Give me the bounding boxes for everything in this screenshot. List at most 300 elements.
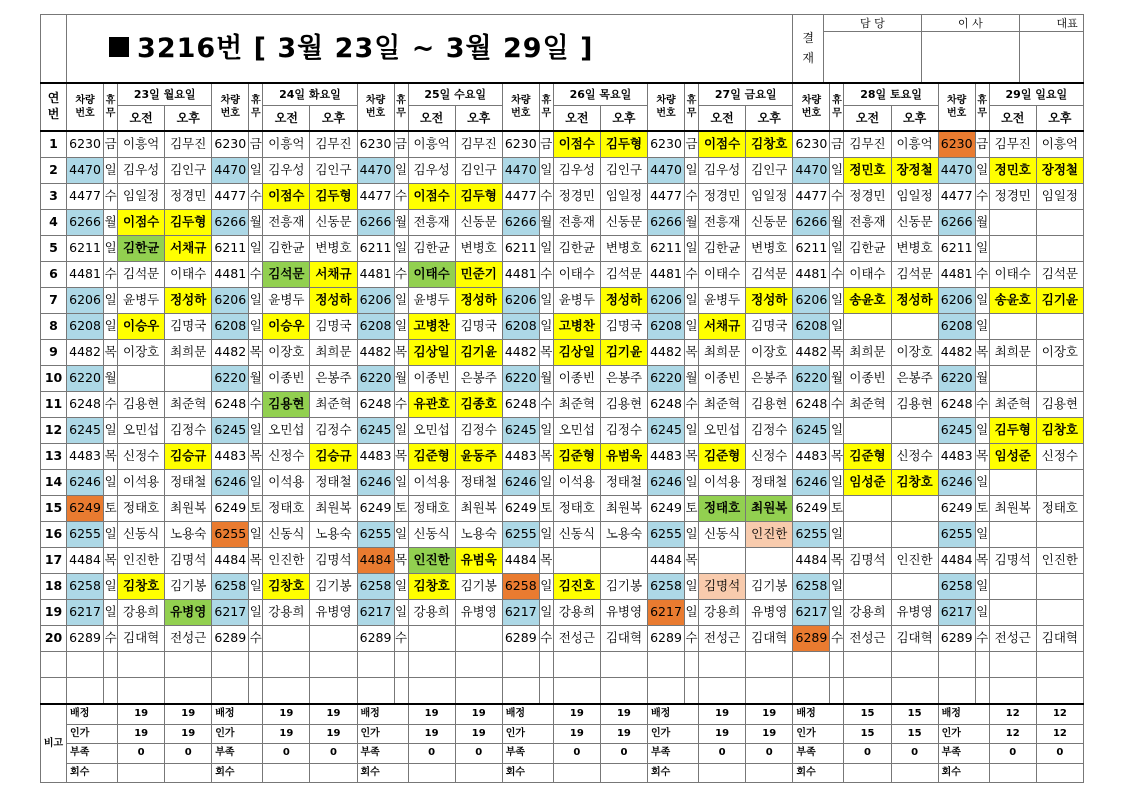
- driver-pm[interactable]: 김두형: [455, 184, 502, 210]
- empty-cell: [600, 652, 647, 678]
- driver-pm[interactable]: 은봉주: [600, 366, 647, 392]
- driver-am[interactable]: [989, 600, 1036, 626]
- driver-am[interactable]: 이석용: [699, 470, 746, 496]
- driver-am[interactable]: 이종빈: [699, 366, 746, 392]
- driver-pm[interactable]: 김석문: [1036, 262, 1083, 288]
- driver-am[interactable]: 송윤호: [844, 288, 891, 314]
- driver-am[interactable]: 김무진: [844, 131, 891, 158]
- driver-pm[interactable]: 은봉주: [891, 366, 938, 392]
- driver-pm[interactable]: 임일정: [746, 184, 793, 210]
- driver-am[interactable]: 윤병두: [699, 288, 746, 314]
- driver-pm[interactable]: [455, 626, 502, 652]
- driver-am[interactable]: 신정수: [118, 444, 165, 470]
- driver-am[interactable]: 김우성: [263, 158, 310, 184]
- driver-pm[interactable]: 장정철: [1036, 158, 1083, 184]
- driver-am[interactable]: 이종빈: [263, 366, 310, 392]
- driver-am[interactable]: [699, 548, 746, 574]
- driver-am[interactable]: 정태호: [699, 496, 746, 522]
- driver-am[interactable]: [408, 626, 455, 652]
- driver-pm[interactable]: 최원복: [310, 496, 357, 522]
- driver-am[interactable]: 이석용: [263, 470, 310, 496]
- driver-pm[interactable]: 김승규: [165, 444, 212, 470]
- summary-pm: [310, 763, 357, 783]
- empty-cell: [249, 652, 263, 678]
- driver-pm[interactable]: 정성하: [746, 288, 793, 314]
- driver-am[interactable]: 김준형: [408, 444, 455, 470]
- driver-am[interactable]: 김우성: [118, 158, 165, 184]
- driver-pm[interactable]: 유병영: [165, 600, 212, 626]
- driver-am[interactable]: 김우성: [699, 158, 746, 184]
- driver-am[interactable]: 고병찬: [553, 314, 600, 340]
- holiday-day: 일: [394, 574, 408, 600]
- driver-pm[interactable]: [1036, 470, 1083, 496]
- driver-am[interactable]: 이석용: [118, 470, 165, 496]
- driver-pm[interactable]: 유병영: [891, 600, 938, 626]
- driver-pm[interactable]: 김명국: [455, 314, 502, 340]
- driver-am[interactable]: [844, 496, 891, 522]
- driver-pm[interactable]: 신동문: [746, 210, 793, 236]
- driver-pm[interactable]: 유병영: [310, 600, 357, 626]
- driver-pm[interactable]: [891, 574, 938, 600]
- holiday-day: 월: [685, 366, 699, 392]
- driver-am[interactable]: 윤병두: [408, 288, 455, 314]
- driver-pm[interactable]: 최원복: [600, 496, 647, 522]
- driver-am[interactable]: 강용희: [553, 600, 600, 626]
- car-header-bottom: 번호: [75, 108, 95, 119]
- driver-am[interactable]: 전흥재: [699, 210, 746, 236]
- holiday-day: 수: [685, 262, 699, 288]
- driver-pm[interactable]: 김인구: [165, 158, 212, 184]
- driver-pm[interactable]: 김용현: [891, 392, 938, 418]
- driver-pm[interactable]: 김기봉: [455, 574, 502, 600]
- driver-pm[interactable]: 노용숙: [310, 522, 357, 548]
- driver-pm[interactable]: 최희문: [165, 340, 212, 366]
- driver-am[interactable]: 강용희: [408, 600, 455, 626]
- driver-pm[interactable]: 김인구: [746, 158, 793, 184]
- driver-pm[interactable]: 정태철: [310, 470, 357, 496]
- driver-am[interactable]: 인진한: [408, 548, 455, 574]
- driver-am[interactable]: 김상일: [408, 340, 455, 366]
- driver-am[interactable]: 윤병두: [553, 288, 600, 314]
- driver-am[interactable]: 임일정: [118, 184, 165, 210]
- driver-pm[interactable]: 정태철: [165, 470, 212, 496]
- driver-pm[interactable]: 이흥억: [891, 131, 938, 158]
- driver-pm[interactable]: 김석문: [600, 262, 647, 288]
- driver-am[interactable]: 임성준: [844, 470, 891, 496]
- driver-am[interactable]: 전성근: [699, 626, 746, 652]
- driver-pm[interactable]: 김기윤: [600, 340, 647, 366]
- car-number: 4470: [793, 158, 830, 184]
- driver-pm[interactable]: 정경민: [165, 184, 212, 210]
- driver-pm[interactable]: 김창호: [891, 470, 938, 496]
- driver-am[interactable]: 이흥억: [118, 131, 165, 158]
- driver-pm[interactable]: 김두형: [600, 131, 647, 158]
- driver-am[interactable]: 김창호: [118, 574, 165, 600]
- driver-pm[interactable]: 김종호: [455, 392, 502, 418]
- driver-am[interactable]: 최희문: [699, 340, 746, 366]
- driver-pm[interactable]: 정태호: [1036, 496, 1083, 522]
- driver-am[interactable]: [553, 548, 600, 574]
- driver-am[interactable]: 김석문: [118, 262, 165, 288]
- driver-pm[interactable]: 김대혁: [1036, 626, 1083, 652]
- driver-am[interactable]: 이흥억: [263, 131, 310, 158]
- driver-am[interactable]: 최원복: [989, 496, 1036, 522]
- driver-am[interactable]: 정민호: [844, 158, 891, 184]
- driver-am[interactable]: 전흥재: [844, 210, 891, 236]
- driver-am[interactable]: 오민섭: [263, 418, 310, 444]
- driver-pm[interactable]: 신정수: [746, 444, 793, 470]
- driver-am[interactable]: 김한균: [118, 236, 165, 262]
- driver-pm[interactable]: [891, 522, 938, 548]
- driver-am[interactable]: 김진호: [553, 574, 600, 600]
- row-index: 13: [41, 444, 67, 470]
- driver-pm[interactable]: [1036, 366, 1083, 392]
- driver-pm[interactable]: [746, 548, 793, 574]
- driver-am[interactable]: 최준혁: [844, 392, 891, 418]
- driver-am[interactable]: [989, 314, 1036, 340]
- driver-pm[interactable]: 김정수: [600, 418, 647, 444]
- summary-am: 0: [263, 744, 310, 764]
- driver-pm[interactable]: 변병호: [746, 236, 793, 262]
- driver-am[interactable]: 최준혁: [699, 392, 746, 418]
- driver-pm[interactable]: 최희문: [310, 340, 357, 366]
- driver-am[interactable]: 김준형: [553, 444, 600, 470]
- driver-am[interactable]: 이점수: [118, 210, 165, 236]
- driver-am[interactable]: 김한균: [844, 236, 891, 262]
- driver-am[interactable]: 김명석: [989, 548, 1036, 574]
- driver-am[interactable]: 이승우: [263, 314, 310, 340]
- driver-pm[interactable]: 김두형: [310, 184, 357, 210]
- driver-pm[interactable]: [891, 314, 938, 340]
- driver-am[interactable]: 이태수: [408, 262, 455, 288]
- driver-am[interactable]: 인진한: [118, 548, 165, 574]
- driver-am[interactable]: 전흥재: [408, 210, 455, 236]
- driver-pm[interactable]: 장정철: [891, 158, 938, 184]
- driver-am[interactable]: 최희문: [989, 340, 1036, 366]
- driver-pm[interactable]: 최준혁: [165, 392, 212, 418]
- driver-am[interactable]: 김우성: [408, 158, 455, 184]
- driver-pm[interactable]: 신정수: [891, 444, 938, 470]
- driver-pm[interactable]: 신정수: [1036, 444, 1083, 470]
- driver-pm[interactable]: 정성하: [891, 288, 938, 314]
- driver-am[interactable]: 정태호: [118, 496, 165, 522]
- driver-am[interactable]: [989, 210, 1036, 236]
- driver-am[interactable]: 오민섭: [699, 418, 746, 444]
- driver-am[interactable]: 김명석: [844, 548, 891, 574]
- driver-am[interactable]: [844, 574, 891, 600]
- driver-pm[interactable]: 정성하: [165, 288, 212, 314]
- driver-pm[interactable]: 김명석: [310, 548, 357, 574]
- driver-pm[interactable]: 정태철: [746, 470, 793, 496]
- index-header: [41, 83, 67, 131]
- driver-am[interactable]: 오민섭: [553, 418, 600, 444]
- driver-am[interactable]: 강용희: [844, 600, 891, 626]
- driver-am[interactable]: 정경민: [699, 184, 746, 210]
- driver-pm[interactable]: 노용숙: [165, 522, 212, 548]
- driver-am[interactable]: 김상일: [553, 340, 600, 366]
- driver-am[interactable]: 이태수: [844, 262, 891, 288]
- driver-am[interactable]: 윤병두: [118, 288, 165, 314]
- driver-am[interactable]: 이장호: [263, 340, 310, 366]
- driver-am[interactable]: 이점수: [263, 184, 310, 210]
- driver-pm[interactable]: 김대혁: [600, 626, 647, 652]
- driver-am[interactable]: [263, 626, 310, 652]
- driver-am[interactable]: 김용현: [118, 392, 165, 418]
- driver-pm[interactable]: [1036, 236, 1083, 262]
- driver-pm[interactable]: 김인구: [600, 158, 647, 184]
- driver-am[interactable]: 인진한: [263, 548, 310, 574]
- driver-pm[interactable]: 노용숙: [600, 522, 647, 548]
- driver-am[interactable]: 서채규: [699, 314, 746, 340]
- driver-pm[interactable]: 김용현: [1036, 392, 1083, 418]
- holiday-header-top: 휴: [686, 94, 697, 106]
- driver-pm[interactable]: 김기윤: [1036, 288, 1083, 314]
- driver-pm[interactable]: 변병호: [891, 236, 938, 262]
- driver-am[interactable]: 신동식: [553, 522, 600, 548]
- driver-pm[interactable]: 임일정: [1036, 184, 1083, 210]
- driver-pm[interactable]: 최원복: [165, 496, 212, 522]
- driver-am[interactable]: 이석용: [408, 470, 455, 496]
- driver-am[interactable]: 윤병두: [263, 288, 310, 314]
- driver-pm[interactable]: 정성하: [455, 288, 502, 314]
- driver-pm[interactable]: [310, 626, 357, 652]
- driver-pm[interactable]: 신동문: [891, 210, 938, 236]
- driver-am[interactable]: [844, 314, 891, 340]
- driver-am[interactable]: 이태수: [699, 262, 746, 288]
- driver-am[interactable]: 김한균: [263, 236, 310, 262]
- driver-pm[interactable]: 윤동주: [455, 444, 502, 470]
- driver-pm[interactable]: 은봉주: [310, 366, 357, 392]
- driver-pm[interactable]: 최준혁: [310, 392, 357, 418]
- driver-am[interactable]: 김우성: [553, 158, 600, 184]
- driver-pm[interactable]: 정태철: [600, 470, 647, 496]
- driver-am[interactable]: 신동식: [699, 522, 746, 548]
- driver-pm[interactable]: [891, 418, 938, 444]
- driver-am[interactable]: 이종빈: [408, 366, 455, 392]
- driver-pm[interactable]: [1036, 314, 1083, 340]
- driver-am[interactable]: [989, 366, 1036, 392]
- driver-pm[interactable]: 서채규: [165, 236, 212, 262]
- driver-pm[interactable]: 민준기: [455, 262, 502, 288]
- driver-pm[interactable]: 김두형: [165, 210, 212, 236]
- driver-am[interactable]: 신동식: [118, 522, 165, 548]
- driver-pm[interactable]: [1036, 522, 1083, 548]
- driver-am[interactable]: 최희문: [844, 340, 891, 366]
- driver-pm[interactable]: 김정수: [455, 418, 502, 444]
- driver-pm[interactable]: 서채규: [310, 262, 357, 288]
- driver-pm[interactable]: 김무진: [165, 131, 212, 158]
- driver-pm[interactable]: 정태철: [455, 470, 502, 496]
- driver-pm[interactable]: 이장호: [891, 340, 938, 366]
- driver-pm[interactable]: 신동문: [455, 210, 502, 236]
- driver-pm[interactable]: 유병영: [600, 600, 647, 626]
- driver-pm[interactable]: 은봉주: [746, 366, 793, 392]
- driver-am[interactable]: 김대혁: [118, 626, 165, 652]
- driver-pm[interactable]: [600, 548, 647, 574]
- driver-pm[interactable]: 김기봉: [165, 574, 212, 600]
- driver-am[interactable]: 유관호: [408, 392, 455, 418]
- driver-pm[interactable]: 김인구: [455, 158, 502, 184]
- driver-pm[interactable]: 이장호: [746, 340, 793, 366]
- driver-pm[interactable]: 김용현: [600, 392, 647, 418]
- holiday-day: 일: [394, 600, 408, 626]
- driver-pm[interactable]: 김석문: [891, 262, 938, 288]
- driver-am[interactable]: 김한균: [699, 236, 746, 262]
- driver-pm[interactable]: 김명석: [165, 548, 212, 574]
- driver-pm[interactable]: [1036, 600, 1083, 626]
- driver-am[interactable]: 이흥억: [408, 131, 455, 158]
- driver-am[interactable]: 김창호: [263, 574, 310, 600]
- driver-am[interactable]: 고병찬: [408, 314, 455, 340]
- driver-pm[interactable]: 김기봉: [746, 574, 793, 600]
- driver-pm[interactable]: 김석문: [746, 262, 793, 288]
- driver-am[interactable]: 정경민: [989, 184, 1036, 210]
- driver-pm[interactable]: 최원복: [746, 496, 793, 522]
- driver-pm[interactable]: 김명국: [165, 314, 212, 340]
- driver-pm[interactable]: 인진한: [746, 522, 793, 548]
- driver-am[interactable]: [989, 574, 1036, 600]
- driver-pm[interactable]: 정성하: [310, 288, 357, 314]
- driver-pm[interactable]: 정성하: [600, 288, 647, 314]
- driver-am[interactable]: 김용현: [263, 392, 310, 418]
- driver-pm[interactable]: 은봉주: [455, 366, 502, 392]
- driver-am[interactable]: 신동식: [408, 522, 455, 548]
- driver-pm[interactable]: 김명국: [600, 314, 647, 340]
- driver-am[interactable]: 김한균: [408, 236, 455, 262]
- driver-am[interactable]: 정태호: [408, 496, 455, 522]
- driver-am[interactable]: [118, 366, 165, 392]
- driver-am[interactable]: 김준형: [699, 444, 746, 470]
- driver-pm[interactable]: 노용숙: [455, 522, 502, 548]
- driver-pm[interactable]: 신동문: [600, 210, 647, 236]
- driver-pm[interactable]: [1036, 210, 1083, 236]
- driver-am[interactable]: 이점수: [699, 131, 746, 158]
- driver-pm[interactable]: 김대혁: [891, 626, 938, 652]
- driver-am[interactable]: 정태호: [263, 496, 310, 522]
- driver-am[interactable]: 김명석: [699, 574, 746, 600]
- driver-pm[interactable]: 김인구: [310, 158, 357, 184]
- driver-am[interactable]: 전흥재: [553, 210, 600, 236]
- driver-pm[interactable]: [1036, 574, 1083, 600]
- driver-am[interactable]: 정경민: [844, 184, 891, 210]
- driver-pm[interactable]: 최원복: [455, 496, 502, 522]
- driver-am[interactable]: 신정수: [263, 444, 310, 470]
- driver-am[interactable]: [844, 522, 891, 548]
- driver-am[interactable]: 강용희: [118, 600, 165, 626]
- driver-am[interactable]: 김석문: [263, 262, 310, 288]
- driver-pm[interactable]: 김기봉: [310, 574, 357, 600]
- car-number: 6211: [357, 236, 394, 262]
- driver-am[interactable]: 전성근: [844, 626, 891, 652]
- driver-pm[interactable]: 유범욱: [455, 548, 502, 574]
- approval-sign-box[interactable]: [1019, 32, 1083, 83]
- driver-am[interactable]: 김두형: [989, 418, 1036, 444]
- driver-pm[interactable]: 임일정: [600, 184, 647, 210]
- driver-am[interactable]: 신동식: [263, 522, 310, 548]
- driver-pm[interactable]: 신동문: [310, 210, 357, 236]
- approval-sign-box[interactable]: [823, 32, 921, 83]
- driver-am[interactable]: 송윤호: [989, 288, 1036, 314]
- driver-pm[interactable]: [891, 496, 938, 522]
- driver-am[interactable]: [989, 236, 1036, 262]
- driver-am[interactable]: 이태수: [553, 262, 600, 288]
- driver-pm[interactable]: 이장호: [1036, 340, 1083, 366]
- driver-am[interactable]: 이종빈: [553, 366, 600, 392]
- driver-pm[interactable]: 김기봉: [600, 574, 647, 600]
- driver-pm[interactable]: 전성근: [165, 626, 212, 652]
- driver-pm[interactable]: 인진한: [1036, 548, 1083, 574]
- driver-pm[interactable]: 김정수: [310, 418, 357, 444]
- driver-pm[interactable]: 김대혁: [746, 626, 793, 652]
- driver-pm[interactable]: 김명국: [310, 314, 357, 340]
- driver-pm[interactable]: 김정수: [746, 418, 793, 444]
- driver-pm[interactable]: 김창호: [746, 131, 793, 158]
- driver-am[interactable]: 정태호: [553, 496, 600, 522]
- driver-pm[interactable]: 유범욱: [600, 444, 647, 470]
- driver-pm[interactable]: 김용현: [746, 392, 793, 418]
- driver-pm[interactable]: 김무진: [455, 131, 502, 158]
- driver-pm[interactable]: 유병영: [746, 600, 793, 626]
- driver-am[interactable]: 전흥재: [263, 210, 310, 236]
- summary-label: 배정: [357, 704, 408, 724]
- driver-pm[interactable]: 유병영: [455, 600, 502, 626]
- driver-am[interactable]: 오민섭: [118, 418, 165, 444]
- driver-am[interactable]: 정민호: [989, 158, 1036, 184]
- driver-pm[interactable]: 이흥억: [1036, 131, 1083, 158]
- driver-am[interactable]: [989, 470, 1036, 496]
- approval-sign-box[interactable]: [921, 32, 1019, 83]
- driver-am[interactable]: 임성준: [989, 444, 1036, 470]
- driver-am[interactable]: 이태수: [989, 262, 1036, 288]
- driver-am[interactable]: 김준형: [844, 444, 891, 470]
- driver-pm[interactable]: 변병호: [455, 236, 502, 262]
- driver-pm[interactable]: 이태수: [165, 262, 212, 288]
- driver-am[interactable]: 강용희: [699, 600, 746, 626]
- driver-pm[interactable]: 김승규: [310, 444, 357, 470]
- driver-am[interactable]: 이승우: [118, 314, 165, 340]
- driver-am[interactable]: [989, 522, 1036, 548]
- driver-am[interactable]: 이점수: [553, 131, 600, 158]
- driver-pm[interactable]: [165, 366, 212, 392]
- driver-am[interactable]: 김창호: [408, 574, 455, 600]
- driver-am[interactable]: 전성근: [989, 626, 1036, 652]
- driver-am[interactable]: 최준혁: [989, 392, 1036, 418]
- driver-am[interactable]: 강용희: [263, 600, 310, 626]
- driver-am[interactable]: 이종빈: [844, 366, 891, 392]
- driver-pm[interactable]: 변병호: [600, 236, 647, 262]
- driver-pm[interactable]: 임일정: [891, 184, 938, 210]
- driver-am[interactable]: 최준혁: [553, 392, 600, 418]
- driver-pm[interactable]: 김무진: [310, 131, 357, 158]
- driver-am[interactable]: 오민섭: [408, 418, 455, 444]
- driver-am[interactable]: 이장호: [118, 340, 165, 366]
- driver-am[interactable]: [844, 418, 891, 444]
- car-number: 6258: [502, 574, 539, 600]
- driver-am[interactable]: 정경민: [553, 184, 600, 210]
- driver-am[interactable]: 김무진: [989, 131, 1036, 158]
- driver-pm[interactable]: 김창호: [1036, 418, 1083, 444]
- driver-am[interactable]: 전성근: [553, 626, 600, 652]
- driver-am[interactable]: 이점수: [408, 184, 455, 210]
- schedule-table: [40, 14, 1084, 783]
- driver-am[interactable]: 이석용: [553, 470, 600, 496]
- driver-pm[interactable]: 김명국: [746, 314, 793, 340]
- driver-pm[interactable]: 김정수: [165, 418, 212, 444]
- driver-pm[interactable]: 김기윤: [455, 340, 502, 366]
- driver-pm[interactable]: 인진한: [891, 548, 938, 574]
- driver-am[interactable]: 김한균: [553, 236, 600, 262]
- driver-pm[interactable]: 변병호: [310, 236, 357, 262]
